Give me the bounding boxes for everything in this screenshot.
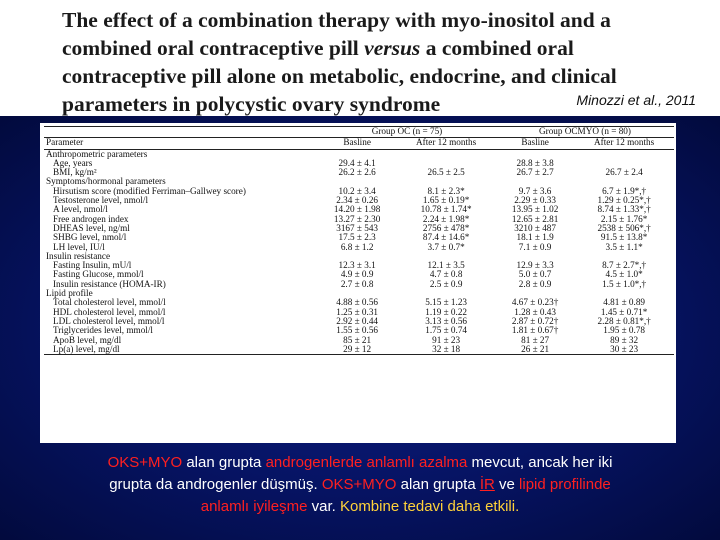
value-cell: 2.15 ± 1.76*: [600, 213, 648, 224]
value-cell: 2.8 ± 0.9: [518, 278, 552, 289]
value-cell: 12.3 ± 3.1: [338, 260, 376, 271]
value-cell: 3.13 ± 0.56: [425, 315, 468, 326]
value-cell: 18.1 ± 1.9: [516, 232, 554, 243]
value-cell: 2.7 ± 0.8: [340, 278, 374, 289]
value-cell: 1.5 ± 1.0*,†: [602, 278, 647, 289]
value-cell: 2538 ± 506*,†: [597, 222, 651, 233]
summary-line-1: [20, 452, 700, 474]
value-cell: 81 ± 27: [521, 334, 550, 345]
parameter-cell: Hirsutism score (modified Ferriman–Gallwey score): [53, 185, 246, 196]
value-cell: 26.5 ± 2.5: [427, 167, 465, 178]
results-table: [44, 126, 674, 355]
value-cell: 7.1 ± 0.9: [518, 241, 552, 252]
table-column-header-row: [44, 138, 674, 149]
value-cell: 91 ± 23: [432, 334, 461, 345]
value-cell: 26 ± 21: [496, 345, 574, 355]
section-label: Insulin resistance: [46, 250, 111, 261]
value-cell: 4.9 ± 0.9: [340, 269, 374, 280]
value-cell: 5.15 ± 1.23: [425, 297, 468, 308]
value-cell: 2.24 ± 1.98*: [422, 213, 470, 224]
value-cell: 13.95 ± 1.02: [511, 204, 559, 215]
column-header: Basline: [496, 138, 574, 149]
slide-title: The effect of a combination therapy with myo-inositol and a combined oral contraceptive pill versus a combined oral contraceptive pill alone on metabolic, endocrine, and clinical parameters in polycystic ovary syndrome: [62, 8, 617, 116]
section-label: Anthropometric parameters: [46, 148, 148, 159]
value-cell: 8.74 ± 1.33*,†: [597, 204, 651, 215]
parameter-cell: Insulin resistance (HOMA-IR): [53, 278, 166, 289]
value-cell: 9.7 ± 3.6: [518, 185, 552, 196]
table-row: [44, 280, 674, 289]
parameter-cell: Lp(a) level, mg/dl: [44, 345, 318, 355]
parameter-cell: Total cholesterol level, mmol/l: [53, 297, 166, 308]
value-cell: 26.7 ± 2.7: [516, 167, 554, 178]
value-cell: 29 ± 12: [318, 345, 396, 355]
value-cell: 2.5 ± 0.9: [429, 278, 463, 289]
parameter-cell: ApoB level, mg/dl: [53, 334, 122, 345]
summary-line-3: [20, 496, 700, 518]
value-cell: 26.2 ± 2.6: [338, 167, 376, 178]
value-cell: 12.65 ± 2.81: [511, 213, 559, 224]
value-cell: 17.5 ± 2.3: [338, 232, 376, 243]
value-cell: [396, 149, 496, 159]
citation: Minozzi et al., 2011: [576, 92, 696, 108]
value-cell: 91.5 ± 13.8*: [600, 232, 648, 243]
value-cell: 1.45 ± 0.71*: [600, 306, 648, 317]
value-cell: 89 ± 32: [610, 334, 639, 345]
value-cell: 14.20 ± 1.98: [333, 204, 381, 215]
value-cell: 1.95 ± 0.78: [603, 325, 646, 336]
value-cell: 2.28 ± 0.81*,†: [597, 315, 651, 326]
value-cell: 1.81 ± 0.67†: [511, 325, 559, 336]
column-header: Basline: [318, 138, 396, 149]
table-group-header-row: [44, 127, 674, 138]
section-label: Lipid profile: [46, 288, 93, 299]
value-cell: [574, 149, 674, 159]
value-cell: 10.2 ± 3.4: [338, 185, 376, 196]
value-cell: 8.1 ± 2.3*: [427, 185, 465, 196]
summary-text-span: var.: [307, 498, 340, 515]
value-cell: 1.29 ± 0.25*,†: [597, 195, 651, 206]
value-cell: 29.4 ± 4.1: [338, 157, 376, 168]
value-cell: 6.7 ± 1.9*,†: [602, 185, 647, 196]
value-cell: 87.4 ± 14.6*: [422, 232, 470, 243]
table-row: [44, 345, 674, 355]
parameter-cell: A level, nmol/l: [53, 204, 108, 215]
column-header: After 12 months: [574, 138, 674, 149]
value-cell: 32 ± 18: [396, 345, 496, 355]
value-cell: 1.28 ± 0.43: [514, 306, 556, 317]
parameter-cell: Testosterone level, nmol/l: [53, 195, 149, 206]
title-band: [0, 0, 720, 118]
summary-conclusion: Kombine tedavi daha etkili.: [339, 498, 520, 515]
column-header: Parameter: [44, 138, 318, 149]
summary-text-span: mevcut, ancak her iki: [467, 454, 613, 471]
value-cell: 28.8 ± 3.8: [516, 157, 554, 168]
summary-text-span: alan grupta: [182, 454, 266, 471]
summary-highlight: androgenlerde anlamlı azalma: [265, 454, 468, 471]
summary-text: [20, 452, 700, 518]
value-cell: 1.75 ± 0.74: [425, 325, 468, 336]
value-cell: 4.5 ± 1.0*: [605, 269, 643, 280]
summary-text-span: grupta da androgenler düşmüş.: [109, 476, 322, 493]
value-cell: 12.9 ± 3.3: [516, 260, 554, 271]
parameter-cell: Triglycerides level, mmol/l: [53, 325, 153, 336]
summary-highlight: anlamlı iyileşme: [200, 498, 308, 515]
value-cell: 5.0 ± 0.7: [518, 269, 552, 280]
parameter-cell: Free androgen index: [53, 213, 129, 224]
parameter-cell: LH level, IU/l: [53, 241, 105, 252]
parameter-cell: Fasting Insulin, mU/l: [53, 260, 132, 271]
value-cell: 13.27 ± 2.30: [333, 213, 381, 224]
value-cell: 26.7 ± 2.4: [605, 167, 643, 178]
parameter-cell: LDL cholesterol level, mmol/l: [53, 315, 165, 326]
value-cell: 6.8 ± 1.2: [340, 241, 374, 252]
value-cell: 3167 ± 543: [336, 222, 379, 233]
value-cell: 4.81 ± 0.89: [603, 297, 646, 308]
value-cell: 85 ± 21: [343, 334, 372, 345]
value-cell: 2.92 ± 0.44: [336, 315, 379, 326]
summary-highlight: lipid profilinde: [519, 476, 611, 493]
value-cell: 4.7 ± 0.8: [429, 269, 463, 280]
value-cell: 4.67 ± 0.23†: [511, 297, 559, 308]
value-cell: 2.34 ± 0.26: [336, 195, 379, 206]
value-cell: 10.78 ± 1.74*: [420, 204, 472, 215]
table-row: [44, 243, 674, 252]
value-cell: 3.7 ± 0.7*: [427, 241, 465, 252]
summary-line-2: [20, 474, 700, 496]
summary-highlight: OKS+MYO: [107, 454, 183, 471]
results-table-panel: [40, 123, 676, 443]
value-cell: 8.7 ± 2.7*,†: [602, 260, 647, 271]
summary-text-span: alan grupta: [396, 476, 480, 493]
value-cell: 3.5 ± 1.1*: [605, 241, 643, 252]
value-cell: 30 ± 23: [574, 345, 674, 355]
value-cell: 3210 ± 487: [514, 222, 556, 233]
parameter-cell: HDL cholesterol level, mmol/l: [53, 306, 166, 317]
group-oc-header: Group OC (n = 75): [318, 127, 496, 138]
parameter-cell: Fasting Glucose, mmol/l: [53, 269, 144, 280]
parameter-cell: DHEAS level, ng/ml: [53, 222, 130, 233]
value-cell: 2756 ± 478*: [422, 222, 470, 233]
value-cell: 4.88 ± 0.56: [336, 297, 379, 308]
value-cell: 1.25 ± 0.31: [336, 306, 379, 317]
parameter-cell: BMI, kg/m²: [53, 167, 97, 178]
value-cell: 1.19 ± 0.22: [425, 306, 468, 317]
summary-text-span: ve: [494, 476, 520, 493]
table-body: [44, 149, 674, 355]
group-ocmyo-header: Group OCMYO (n = 80): [496, 127, 674, 138]
column-header: After 12 months: [396, 138, 496, 149]
parameter-cell: SHBG level, nmol/l: [53, 232, 127, 243]
summary-highlight: İR: [479, 476, 495, 493]
section-label: Symptoms/hormonal parameters: [46, 176, 166, 187]
value-cell: 2.87 ± 0.72†: [511, 315, 559, 326]
value-cell: 1.55 ± 0.56: [336, 325, 379, 336]
value-cell: 1.65 ± 0.19*: [422, 195, 470, 206]
value-cell: 2.29 ± 0.33: [514, 195, 556, 206]
summary-highlight: OKS+MYO: [321, 476, 397, 493]
value-cell: 12.1 ± 3.5: [427, 260, 465, 271]
parameter-cell: Age, years: [53, 157, 93, 168]
